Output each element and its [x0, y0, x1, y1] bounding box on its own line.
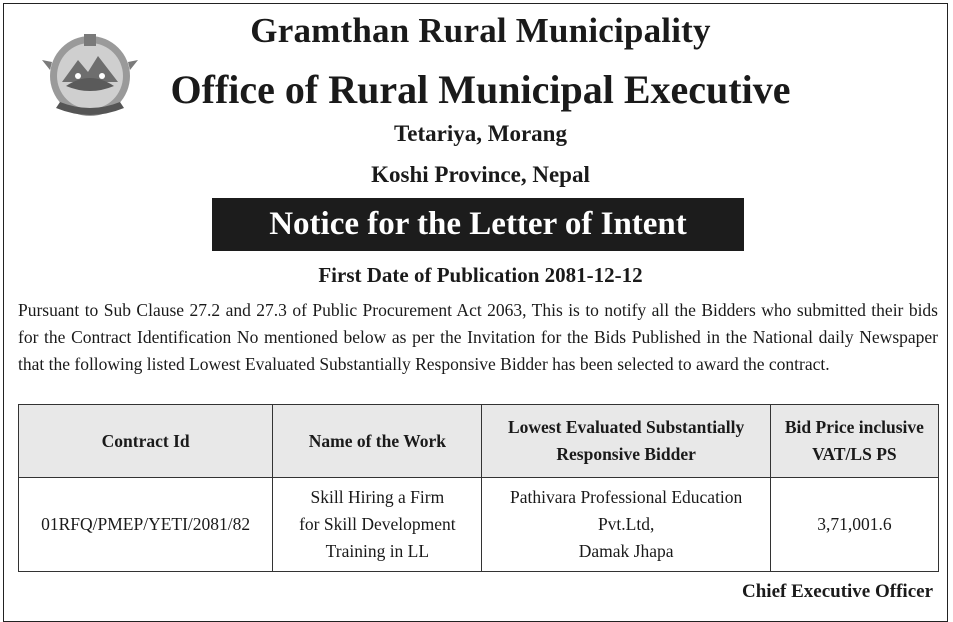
- table-header-row: [19, 405, 939, 478]
- publication-date: First Date of Publication 2081-12-12: [318, 263, 643, 287]
- notice-document: [3, 3, 948, 622]
- header-contract-id: Contract Id: [19, 405, 273, 478]
- cell-bidder: [482, 478, 770, 572]
- address-line-2: Koshi Province, Nepal: [371, 162, 590, 187]
- work-line: Training in LL: [325, 541, 430, 561]
- header-work-name: Name of the Work: [273, 405, 482, 478]
- cell-contract-id: 01RFQ/PMEP/YETI/2081/82: [19, 478, 273, 572]
- table-row: [19, 478, 939, 572]
- work-line: for Skill Development: [299, 514, 456, 534]
- bidder-line: Pathivara Professional Education: [509, 487, 743, 507]
- bidder-line: Damak Jhapa: [578, 541, 674, 561]
- work-line: Skill Hiring a Firm: [310, 487, 445, 507]
- header-bid-price: Bid Price inclusive VAT/LS PS: [770, 405, 938, 478]
- cell-work-name: [273, 478, 482, 572]
- cell-bid-price: 3,71,001.6: [770, 478, 938, 572]
- signatory-title: Chief Executive Officer: [742, 581, 933, 602]
- notice-body: Pursuant to Sub Clause 27.2 and 27.3 of Public Procurement Act 2063, This is to notify all the Bidders who submitted their bids for the Contract Identification No mentioned below as per the Invitation for the Bids Published in the National daily Newspaper that the following listed Lowest Evaluated Substantially Responsive Bidder has been selected to award the contract.: [18, 300, 938, 374]
- address-line-1: Tetariya, Morang: [394, 121, 567, 146]
- bidder-line: Pvt.Ltd,: [597, 514, 655, 534]
- award-table: [18, 404, 939, 572]
- header-bidder: Lowest Evaluated Substantially Responsive Bidder: [482, 405, 770, 478]
- notice-title: Notice for the Letter of Intent: [269, 206, 687, 242]
- municipality-title: Gramthan Rural Municipality: [250, 11, 711, 50]
- notice-title-banner: [212, 198, 744, 251]
- office-title: Office of Rural Municipal Executive: [170, 67, 791, 112]
